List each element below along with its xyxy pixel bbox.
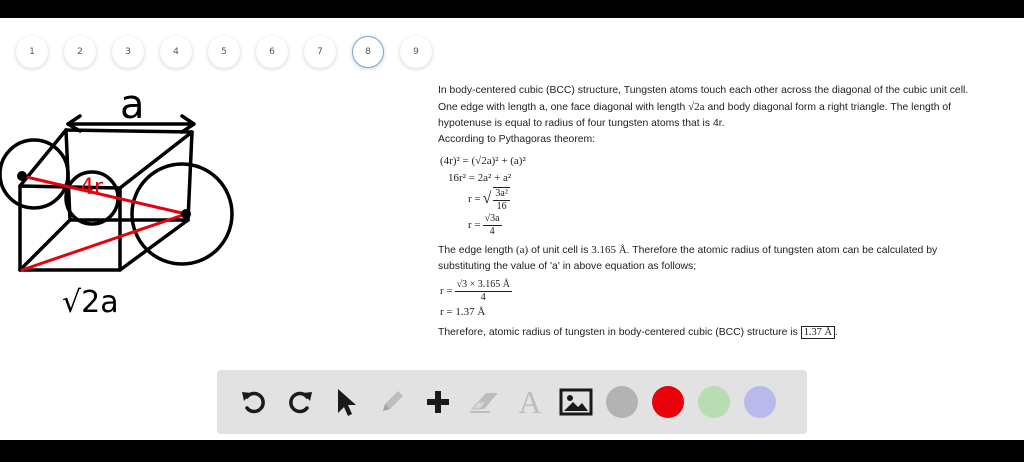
page-button-4[interactable]: 4: [160, 36, 192, 68]
bcc-unit-cell-sketch: [0, 86, 260, 336]
label-4r: 4r: [80, 175, 104, 200]
text-icon[interactable]: [507, 379, 553, 425]
edge-paragraph: The edge length (a) of unit cell is 3.165 Å. Therefore the atomic radius of tungsten atom can be calculated by substituting the value of 'a' in above equation as follows;: [438, 243, 938, 272]
pencil-icon[interactable]: [369, 379, 415, 425]
whiteboard-canvas[interactable]: [0, 18, 1024, 440]
color-swatch-green[interactable]: [698, 386, 730, 418]
intro-paragraph: [438, 83, 983, 149]
page-selector: [16, 36, 448, 68]
page-button-8-active[interactable]: 8: [352, 36, 384, 68]
redo-icon[interactable]: [277, 379, 323, 425]
conclusion-paragraph: Therefore, atomic radius of tungsten in body-centered cubic (BCC) structure is 1.37 Å .: [438, 326, 838, 338]
drawing-toolbar: [217, 370, 807, 434]
label-sqrt2a: √2a: [62, 285, 119, 320]
page-button-9[interactable]: 9: [400, 36, 432, 68]
equation-1: (4r)² = (√2a)² + (a)²: [440, 154, 526, 167]
intro-sqrt: √2a: [688, 101, 705, 114]
page-button-1[interactable]: 1: [16, 36, 48, 68]
equation-4: r = $\frac{√3a}{4}$: [468, 212, 500, 237]
equation-block-1: [440, 153, 983, 238]
color-swatch-gray[interactable]: [606, 386, 638, 418]
eraser-icon[interactable]: [461, 379, 507, 425]
answer-box: 1.37 Å: [801, 326, 835, 339]
solution-text: [438, 83, 983, 341]
equation-2: 16r² = 2a² + a²: [448, 171, 512, 184]
intro-text-1: In body-centered cubic (BCC) structure, Tungsten atoms touch each other across the diagonal of the cubic unit cell. One edge with length a, one face diagonal with length: [438, 85, 969, 114]
color-swatch-lavender[interactable]: [744, 386, 776, 418]
equation-block-2: [440, 279, 983, 321]
page-button-6[interactable]: 6: [256, 36, 288, 68]
svg-text:A: A: [518, 386, 542, 418]
page-button-5[interactable]: 5: [208, 36, 240, 68]
pointer-icon[interactable]: [323, 379, 369, 425]
label-a: a: [120, 86, 145, 128]
color-swatch-red[interactable]: [652, 386, 684, 418]
image-icon[interactable]: [553, 379, 599, 425]
intro-text-3: According to Pythagoras theorem:: [438, 134, 596, 146]
page-button-3[interactable]: 3: [112, 36, 144, 68]
page-button-2[interactable]: 2: [64, 36, 96, 68]
equation-6: r = 1.37 Å: [440, 305, 486, 318]
page-button-7[interactable]: 7: [304, 36, 336, 68]
equation-3: r = √ $\frac{\text{3a²}}{16}$: [468, 187, 508, 212]
undo-icon[interactable]: [231, 379, 277, 425]
intro-text-2: and body diagonal form a right triangle. The length of hypotenuse is equal to radius of four tungsten atoms that is 4r.: [438, 102, 952, 130]
plus-icon[interactable]: [415, 379, 461, 425]
equation-5: r = $\frac{√3 \times 3.165 Å}{4}$: [440, 278, 510, 303]
